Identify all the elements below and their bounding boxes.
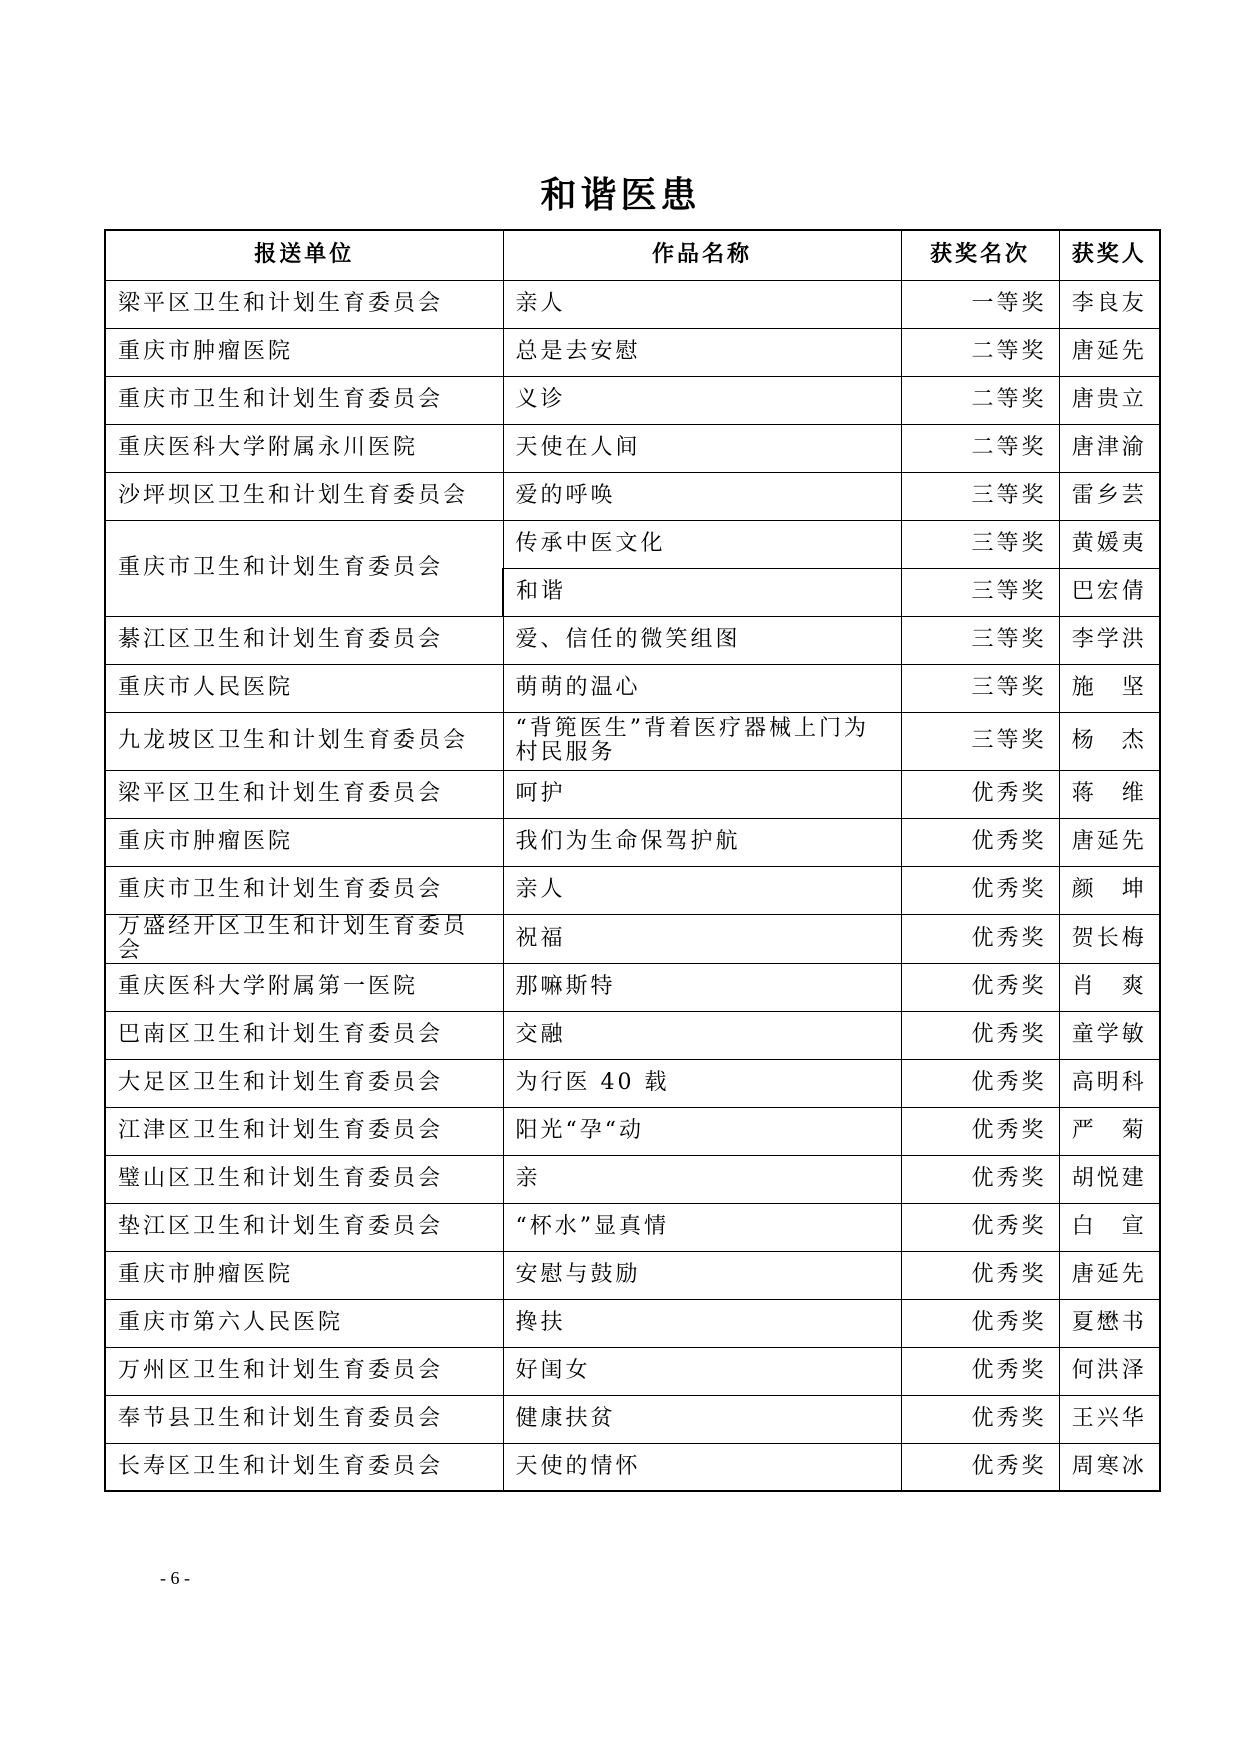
cell-unit: 梁平区卫生和计划生育委员会 xyxy=(105,280,503,328)
header-work: 作品名称 xyxy=(503,230,901,280)
cell-unit: 重庆市肿瘤医院 xyxy=(105,1251,503,1299)
table-row xyxy=(105,1299,1160,1347)
cell-work: 亲 xyxy=(503,1155,901,1203)
cell-winner: 唐延先 xyxy=(1059,328,1160,376)
cell-unit: 綦江区卫生和计划生育委员会 xyxy=(105,616,503,664)
cell-rank: 优秀奖 xyxy=(901,1011,1059,1059)
table-row xyxy=(105,1011,1160,1059)
cell-work: “杯水”显真情 xyxy=(503,1203,901,1251)
cell-rank: 优秀奖 xyxy=(901,1155,1059,1203)
table-row xyxy=(105,472,1160,520)
cell-winner: 贺长梅 xyxy=(1059,914,1160,963)
cell-unit: 长寿区卫生和计划生育委员会 xyxy=(105,1443,503,1491)
table-row xyxy=(105,914,1160,963)
cell-work: 和谐 xyxy=(503,568,901,616)
table-row xyxy=(105,1155,1160,1203)
cell-winner: 白 宣 xyxy=(1059,1203,1160,1251)
cell-winner: 何洪泽 xyxy=(1059,1347,1160,1395)
cell-unit: 万盛经开区卫生和计划生育委员会 xyxy=(105,914,503,963)
cell-work: 总是去安慰 xyxy=(503,328,901,376)
cell-rank: 一等奖 xyxy=(901,280,1059,328)
table-row xyxy=(105,424,1160,472)
table-row xyxy=(105,1203,1160,1251)
cell-work: 交融 xyxy=(503,1011,901,1059)
cell-unit: 大足区卫生和计划生育委员会 xyxy=(105,1059,503,1107)
cell-unit: 梁平区卫生和计划生育委员会 xyxy=(105,770,503,818)
page-number: - 6 - xyxy=(160,1568,190,1588)
cell-winner: 蒋 维 xyxy=(1059,770,1160,818)
cell-rank: 二等奖 xyxy=(901,328,1059,376)
cell-work: 好闺女 xyxy=(503,1347,901,1395)
cell-unit: 重庆市卫生和计划生育委员会 xyxy=(105,866,503,914)
cell-winner: 王兴华 xyxy=(1059,1395,1160,1443)
table-row xyxy=(105,616,1160,664)
header-unit: 报送单位 xyxy=(105,230,503,280)
table-row xyxy=(105,1443,1160,1491)
cell-rank: 优秀奖 xyxy=(901,1203,1059,1251)
cell-rank: 优秀奖 xyxy=(901,866,1059,914)
cell-rank: 优秀奖 xyxy=(901,1107,1059,1155)
cell-rank: 二等奖 xyxy=(901,424,1059,472)
cell-winner: 巴宏倩 xyxy=(1059,568,1160,616)
cell-rank: 三等奖 xyxy=(901,520,1059,568)
cell-work: 祝福 xyxy=(503,914,901,963)
cell-work: 天使的情怀 xyxy=(503,1443,901,1491)
cell-unit: 重庆市肿瘤医院 xyxy=(105,328,503,376)
cell-unit: 垫江区卫生和计划生育委员会 xyxy=(105,1203,503,1251)
table-row xyxy=(105,1107,1160,1155)
cell-rank: 优秀奖 xyxy=(901,1347,1059,1395)
table-row xyxy=(105,963,1160,1011)
cell-work: 安慰与鼓励 xyxy=(503,1251,901,1299)
cell-work: 呵护 xyxy=(503,770,901,818)
cell-rank: 三等奖 xyxy=(901,712,1059,770)
cell-unit: 万州区卫生和计划生育委员会 xyxy=(105,1347,503,1395)
cell-rank: 优秀奖 xyxy=(901,770,1059,818)
cell-work: 亲人 xyxy=(503,280,901,328)
cell-rank: 三等奖 xyxy=(901,664,1059,712)
table-row xyxy=(105,712,1160,770)
cell-winner: 童学敏 xyxy=(1059,1011,1160,1059)
cell-winner: 高明科 xyxy=(1059,1059,1160,1107)
cell-unit: 奉节县卫生和计划生育委员会 xyxy=(105,1395,503,1443)
cell-winner: 严 菊 xyxy=(1059,1107,1160,1155)
cell-unit: 巴南区卫生和计划生育委员会 xyxy=(105,1011,503,1059)
header-rank: 获奖名次 xyxy=(901,230,1059,280)
table-row xyxy=(105,520,1160,568)
cell-work: 义诊 xyxy=(503,376,901,424)
cell-winner: 雷乡芸 xyxy=(1059,472,1160,520)
page-title: 和谐医患 xyxy=(540,175,701,216)
cell-unit: 璧山区卫生和计划生育委员会 xyxy=(105,1155,503,1203)
cell-work: 爱的呼唤 xyxy=(503,472,901,520)
table-row xyxy=(105,770,1160,818)
cell-winner: 唐津渝 xyxy=(1059,424,1160,472)
cell-work: 健康扶贫 xyxy=(503,1395,901,1443)
table-row xyxy=(105,1347,1160,1395)
cell-winner: 李学洪 xyxy=(1059,616,1160,664)
cell-work: 天使在人间 xyxy=(503,424,901,472)
cell-rank: 三等奖 xyxy=(901,568,1059,616)
cell-winner: 唐延先 xyxy=(1059,1251,1160,1299)
table-body xyxy=(105,280,1160,1491)
table-row xyxy=(105,1395,1160,1443)
cell-rank: 优秀奖 xyxy=(901,1443,1059,1491)
cell-unit: 重庆医科大学附属永川医院 xyxy=(105,424,503,472)
cell-unit: 重庆市肿瘤医院 xyxy=(105,818,503,866)
header-winner: 获奖人 xyxy=(1059,230,1160,280)
awards-table xyxy=(104,229,1161,1492)
table-row xyxy=(105,1059,1160,1107)
table-row xyxy=(105,866,1160,914)
cell-winner: 施 坚 xyxy=(1059,664,1160,712)
cell-unit: 江津区卫生和计划生育委员会 xyxy=(105,1107,503,1155)
cell-work: 我们为生命保驾护航 xyxy=(503,818,901,866)
cell-winner: 夏懋书 xyxy=(1059,1299,1160,1347)
cell-winner: 黄媛夷 xyxy=(1059,520,1160,568)
cell-work: 爱、信任的微笑组图 xyxy=(503,616,901,664)
cell-winner: 肖 爽 xyxy=(1059,963,1160,1011)
cell-rank: 三等奖 xyxy=(901,472,1059,520)
cell-unit: 重庆市卫生和计划生育委员会 xyxy=(105,520,503,616)
cell-work: “背篼医生”背着医疗器械上门为村民服务 xyxy=(503,712,901,770)
table-row xyxy=(105,280,1160,328)
table-row xyxy=(105,328,1160,376)
cell-winner: 杨 杰 xyxy=(1059,712,1160,770)
cell-work: 传承中医文化 xyxy=(503,520,901,568)
cell-rank: 优秀奖 xyxy=(901,914,1059,963)
cell-unit: 重庆市卫生和计划生育委员会 xyxy=(105,376,503,424)
cell-unit: 重庆市第六人民医院 xyxy=(105,1299,503,1347)
cell-rank: 优秀奖 xyxy=(901,1299,1059,1347)
cell-rank: 优秀奖 xyxy=(901,818,1059,866)
cell-winner: 李良友 xyxy=(1059,280,1160,328)
cell-winner: 胡悦建 xyxy=(1059,1155,1160,1203)
cell-rank: 优秀奖 xyxy=(901,1395,1059,1443)
cell-unit: 重庆市人民医院 xyxy=(105,664,503,712)
cell-winner: 颜 坤 xyxy=(1059,866,1160,914)
cell-rank: 三等奖 xyxy=(901,616,1059,664)
cell-rank: 优秀奖 xyxy=(901,963,1059,1011)
cell-rank: 二等奖 xyxy=(901,376,1059,424)
table-row xyxy=(105,818,1160,866)
cell-work: 为行医 40 载 xyxy=(503,1059,901,1107)
cell-work: 那嘛斯特 xyxy=(503,963,901,1011)
cell-work: 亲人 xyxy=(503,866,901,914)
cell-work: 萌萌的温心 xyxy=(503,664,901,712)
cell-winner: 唐贵立 xyxy=(1059,376,1160,424)
cell-unit: 重庆医科大学附属第一医院 xyxy=(105,963,503,1011)
cell-unit: 九龙坡区卫生和计划生育委员会 xyxy=(105,712,503,770)
cell-winner: 周寒冰 xyxy=(1059,1443,1160,1491)
table-row xyxy=(105,376,1160,424)
cell-winner: 唐延先 xyxy=(1059,818,1160,866)
cell-rank: 优秀奖 xyxy=(901,1059,1059,1107)
cell-work: 阳光“孕“动 xyxy=(503,1107,901,1155)
table-row xyxy=(105,1251,1160,1299)
cell-work: 搀扶 xyxy=(503,1299,901,1347)
cell-unit: 沙坪坝区卫生和计划生育委员会 xyxy=(105,472,503,520)
table-row xyxy=(105,664,1160,712)
cell-rank: 优秀奖 xyxy=(901,1251,1059,1299)
table-header-row xyxy=(105,230,1160,280)
